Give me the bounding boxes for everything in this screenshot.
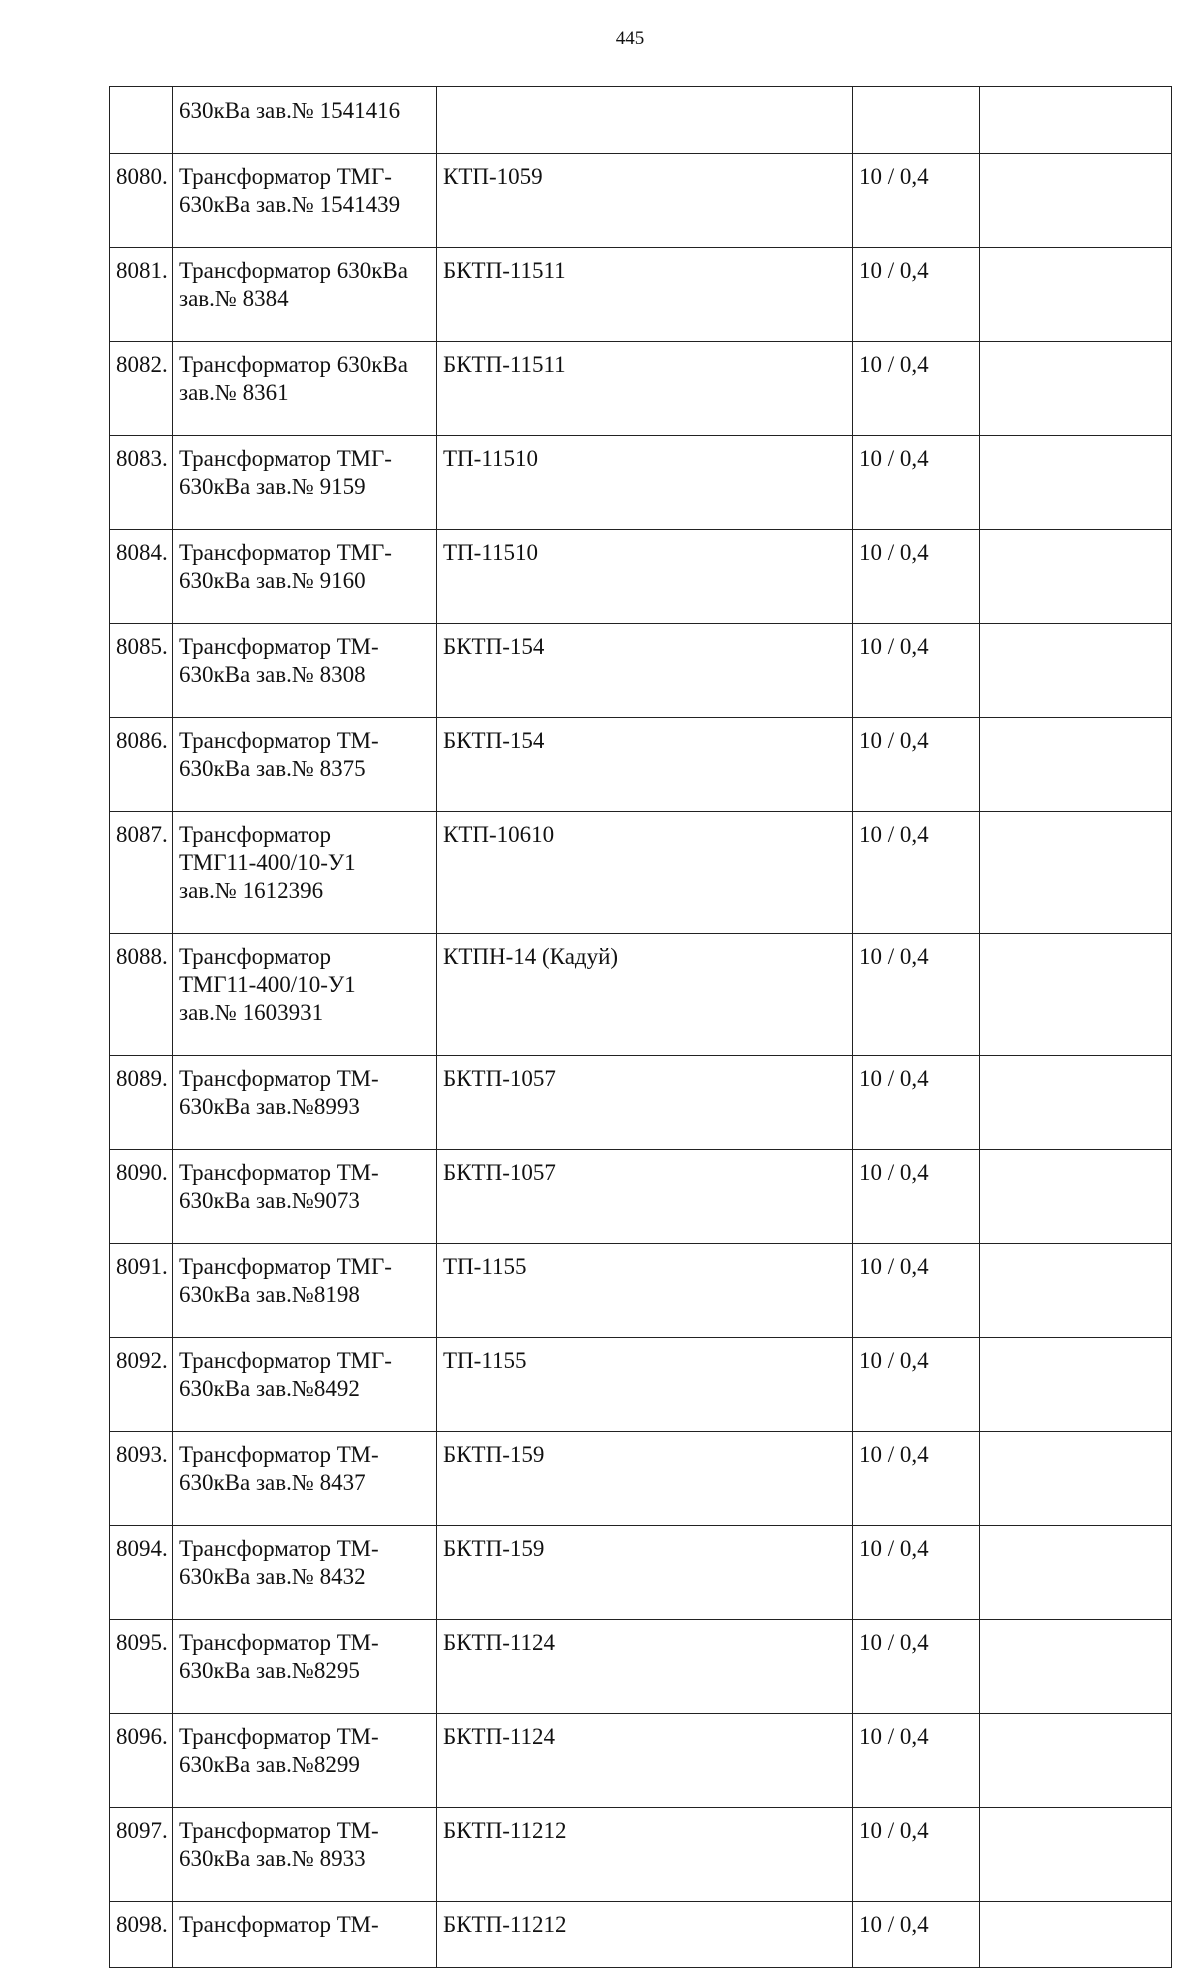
note-cell bbox=[980, 1902, 1172, 1968]
table-row bbox=[110, 1902, 1172, 1968]
location-cell: БКТП-1057 bbox=[437, 1056, 853, 1150]
row-number-cell: 8083. bbox=[110, 436, 173, 530]
equipment-name-line: Трансформатор ТМ- bbox=[179, 1912, 379, 1937]
equipment-name-cell bbox=[173, 934, 437, 1056]
voltage-cell: 10 / 0,4 bbox=[853, 812, 980, 934]
location-cell: БКТП-159 bbox=[437, 1526, 853, 1620]
equipment-name-line: 630кВа зав.№8299 bbox=[179, 1752, 360, 1777]
table-row bbox=[110, 342, 1172, 436]
location-cell: БКТП-11212 bbox=[437, 1902, 853, 1968]
equipment-name-cell bbox=[173, 1902, 437, 1968]
equipment-name-line: зав.№ 8361 bbox=[179, 380, 289, 405]
note-cell bbox=[980, 934, 1172, 1056]
voltage-cell: 10 / 0,4 bbox=[853, 1432, 980, 1526]
note-cell bbox=[980, 342, 1172, 436]
equipment-name-line: 630кВа зав.№ 8375 bbox=[179, 756, 366, 781]
location-cell: ТП-1155 bbox=[437, 1338, 853, 1432]
equipment-name-cell bbox=[173, 1714, 437, 1808]
voltage-cell: 10 / 0,4 bbox=[853, 718, 980, 812]
equipment-name-line: зав.№ 8384 bbox=[179, 286, 289, 311]
row-number-cell: 8095. bbox=[110, 1620, 173, 1714]
row-number-cell: 8086. bbox=[110, 718, 173, 812]
equipment-name-line: Трансформатор 630кВа bbox=[179, 258, 408, 283]
equipment-name-cell bbox=[173, 1620, 437, 1714]
note-cell bbox=[980, 1808, 1172, 1902]
note-cell bbox=[980, 154, 1172, 248]
page-number: 445 bbox=[615, 28, 645, 49]
equipment-name-cell bbox=[173, 1056, 437, 1150]
equipment-name-line: 630кВа зав.№ 9159 bbox=[179, 474, 366, 499]
table-row bbox=[110, 248, 1172, 342]
row-number-cell: 8087. bbox=[110, 812, 173, 934]
equipment-name-line: Трансформатор ТМГ- bbox=[179, 446, 392, 471]
location-cell: ТП-11510 bbox=[437, 436, 853, 530]
equipment-name-cell bbox=[173, 1526, 437, 1620]
equipment-name-cell bbox=[173, 1150, 437, 1244]
table-row bbox=[110, 1432, 1172, 1526]
note-cell bbox=[980, 1526, 1172, 1620]
note-cell bbox=[980, 1150, 1172, 1244]
voltage-cell: 10 / 0,4 bbox=[853, 1808, 980, 1902]
note-cell bbox=[980, 1714, 1172, 1808]
table-row bbox=[110, 812, 1172, 934]
note-cell bbox=[980, 1338, 1172, 1432]
table-row bbox=[110, 1714, 1172, 1808]
row-number-cell bbox=[110, 87, 173, 154]
row-number-cell: 8085. bbox=[110, 624, 173, 718]
equipment-name-line: 630кВа зав.№9073 bbox=[179, 1188, 360, 1213]
location-cell: БКТП-11212 bbox=[437, 1808, 853, 1902]
table-row bbox=[110, 1526, 1172, 1620]
table-row bbox=[110, 1808, 1172, 1902]
table-row bbox=[110, 718, 1172, 812]
voltage-cell: 10 / 0,4 bbox=[853, 1244, 980, 1338]
voltage-cell: 10 / 0,4 bbox=[853, 1150, 980, 1244]
equipment-name-line: 630кВа зав.№ 8437 bbox=[179, 1470, 366, 1495]
voltage-cell: 10 / 0,4 bbox=[853, 248, 980, 342]
table-row bbox=[110, 934, 1172, 1056]
voltage-cell: 10 / 0,4 bbox=[853, 1714, 980, 1808]
voltage-cell: 10 / 0,4 bbox=[853, 436, 980, 530]
equipment-name-line: 630кВа зав.№ 9160 bbox=[179, 568, 366, 593]
row-number-cell: 8082. bbox=[110, 342, 173, 436]
equipment-name-line: Трансформатор ТМ- bbox=[179, 1442, 379, 1467]
voltage-cell: 10 / 0,4 bbox=[853, 530, 980, 624]
equipment-name-line: Трансформатор ТМ- bbox=[179, 634, 379, 659]
location-cell: ТП-11510 bbox=[437, 530, 853, 624]
location-cell: БКТП-11511 bbox=[437, 342, 853, 436]
equipment-name-cell: 630кВа зав.№ 1541416 bbox=[173, 87, 437, 154]
location-cell bbox=[437, 87, 853, 154]
equipment-name-cell bbox=[173, 1338, 437, 1432]
equipment-name-line: Трансформатор bbox=[179, 944, 331, 969]
table-row bbox=[110, 154, 1172, 248]
voltage-cell: 10 / 0,4 bbox=[853, 1526, 980, 1620]
row-number-cell: 8096. bbox=[110, 1714, 173, 1808]
note-cell bbox=[980, 1432, 1172, 1526]
location-cell: КТП-1059 bbox=[437, 154, 853, 248]
equipment-name-line: зав.№ 1603931 bbox=[179, 1000, 324, 1025]
voltage-cell: 10 / 0,4 bbox=[853, 154, 980, 248]
equipment-name-cell bbox=[173, 812, 437, 934]
equipment-name-line: Трансформатор ТМ- bbox=[179, 728, 379, 753]
table-row bbox=[110, 530, 1172, 624]
note-cell bbox=[980, 624, 1172, 718]
voltage-cell: 10 / 0,4 bbox=[853, 934, 980, 1056]
equipment-name-line: 630кВа зав.№ 1541439 bbox=[179, 192, 401, 217]
row-number-cell: 8097. bbox=[110, 1808, 173, 1902]
equipment-name-cell bbox=[173, 530, 437, 624]
equipment-name-cell bbox=[173, 624, 437, 718]
row-number-cell: 8090. bbox=[110, 1150, 173, 1244]
equipment-name-line: 630кВа зав.№8492 bbox=[179, 1376, 360, 1401]
equipment-name-cell bbox=[173, 1244, 437, 1338]
table-row bbox=[110, 1150, 1172, 1244]
equipment-name-line: 630кВа зав.№8198 bbox=[179, 1282, 360, 1307]
table-row bbox=[110, 1338, 1172, 1432]
equipment-name-line: Трансформатор ТМГ- bbox=[179, 1254, 392, 1279]
note-cell bbox=[980, 1244, 1172, 1338]
equipment-table bbox=[109, 86, 1172, 1968]
voltage-cell: 10 / 0,4 bbox=[853, 1056, 980, 1150]
table-row-continued bbox=[110, 87, 1172, 154]
equipment-name-cell bbox=[173, 342, 437, 436]
equipment-name-line: Трансформатор ТМ- bbox=[179, 1630, 379, 1655]
note-cell bbox=[980, 1056, 1172, 1150]
equipment-name-line: Трансформатор ТМГ- bbox=[179, 540, 392, 565]
table-row bbox=[110, 624, 1172, 718]
equipment-name-cell bbox=[173, 1432, 437, 1526]
equipment-name-line: Трансформатор ТМ- bbox=[179, 1066, 379, 1091]
equipment-name-line: Трансформатор 630кВа bbox=[179, 352, 408, 377]
note-cell bbox=[980, 1620, 1172, 1714]
voltage-cell: 10 / 0,4 bbox=[853, 624, 980, 718]
location-cell: ТП-1155 bbox=[437, 1244, 853, 1338]
row-number-cell: 8092. bbox=[110, 1338, 173, 1432]
table-row bbox=[110, 1620, 1172, 1714]
location-cell: БКТП-159 bbox=[437, 1432, 853, 1526]
row-number-cell: 8089. bbox=[110, 1056, 173, 1150]
note-cell bbox=[980, 718, 1172, 812]
equipment-name-line: Трансформатор bbox=[179, 822, 331, 847]
equipment-name-line: 630кВа зав.№8295 bbox=[179, 1658, 360, 1683]
table-body bbox=[110, 87, 1172, 1968]
equipment-name-line: 630кВа зав.№ 8432 bbox=[179, 1564, 366, 1589]
row-number-cell: 8080. bbox=[110, 154, 173, 248]
note-cell bbox=[980, 248, 1172, 342]
equipment-name-cell bbox=[173, 248, 437, 342]
note-cell bbox=[980, 530, 1172, 624]
voltage-cell: 10 / 0,4 bbox=[853, 1338, 980, 1432]
equipment-name-line: Трансформатор ТМ- bbox=[179, 1818, 379, 1843]
location-cell: БКТП-1124 bbox=[437, 1620, 853, 1714]
voltage-cell bbox=[853, 87, 980, 154]
equipment-name-line: 630кВа зав.№ 8933 bbox=[179, 1846, 366, 1871]
row-number-cell: 8081. bbox=[110, 248, 173, 342]
location-cell: БКТП-154 bbox=[437, 718, 853, 812]
equipment-name-line: ТМГ11-400/10-У1 bbox=[179, 972, 356, 997]
note-cell bbox=[980, 87, 1172, 154]
location-cell: БКТП-1124 bbox=[437, 1714, 853, 1808]
note-cell bbox=[980, 812, 1172, 934]
row-number-cell: 8098. bbox=[110, 1902, 173, 1968]
equipment-name-line: Трансформатор ТМГ- bbox=[179, 164, 392, 189]
row-number-cell: 8088. bbox=[110, 934, 173, 1056]
location-cell: БКТП-1057 bbox=[437, 1150, 853, 1244]
equipment-name-line: 630кВа зав.№ 8308 bbox=[179, 662, 366, 687]
voltage-cell: 10 / 0,4 bbox=[853, 1902, 980, 1968]
voltage-cell: 10 / 0,4 bbox=[853, 342, 980, 436]
note-cell bbox=[980, 436, 1172, 530]
table-row bbox=[110, 436, 1172, 530]
equipment-name-line: ТМГ11-400/10-У1 bbox=[179, 850, 356, 875]
equipment-name-cell bbox=[173, 154, 437, 248]
voltage-cell: 10 / 0,4 bbox=[853, 1620, 980, 1714]
row-number-cell: 8093. bbox=[110, 1432, 173, 1526]
equipment-name-cell bbox=[173, 436, 437, 530]
equipment-name-line: Трансформатор ТМГ- bbox=[179, 1348, 392, 1373]
table-row bbox=[110, 1056, 1172, 1150]
location-cell: БКТП-11511 bbox=[437, 248, 853, 342]
location-cell: КТПН-14 (Кадуй) bbox=[437, 934, 853, 1056]
equipment-name-cell bbox=[173, 718, 437, 812]
row-number-cell: 8094. bbox=[110, 1526, 173, 1620]
equipment-name-line: 630кВа зав.№8993 bbox=[179, 1094, 360, 1119]
equipment-name-cell bbox=[173, 1808, 437, 1902]
equipment-name-line: Трансформатор ТМ- bbox=[179, 1724, 379, 1749]
equipment-name-line: зав.№ 1612396 bbox=[179, 878, 324, 903]
location-cell: КТП-10610 bbox=[437, 812, 853, 934]
row-number-cell: 8084. bbox=[110, 530, 173, 624]
equipment-name-line: Трансформатор ТМ- bbox=[179, 1160, 379, 1185]
equipment-name-line: Трансформатор ТМ- bbox=[179, 1536, 379, 1561]
location-cell: БКТП-154 bbox=[437, 624, 853, 718]
row-number-cell: 8091. bbox=[110, 1244, 173, 1338]
table-row bbox=[110, 1244, 1172, 1338]
